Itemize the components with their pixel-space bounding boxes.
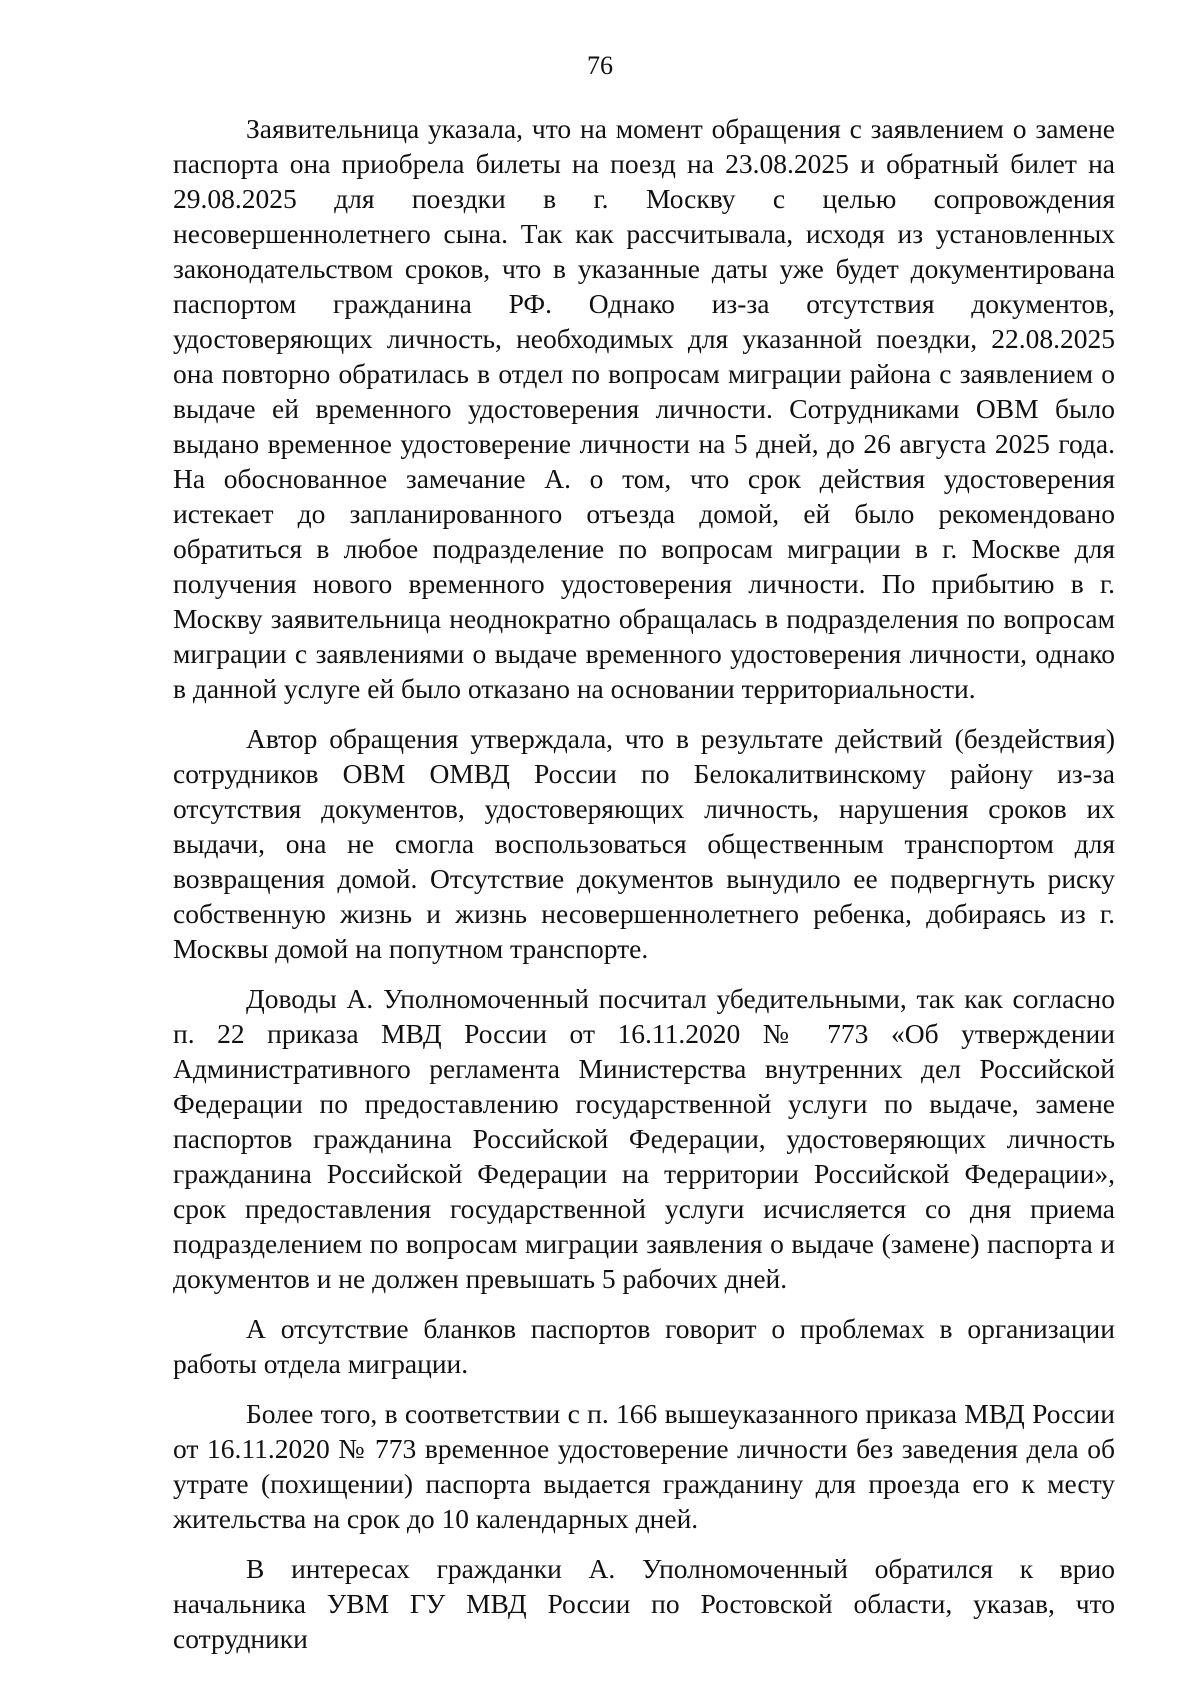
paragraph-4: А отсутствие бланков паспортов говорит о проблемах в организации работы отдела миграции.: [173, 1313, 1115, 1379]
paragraph-2: Автор обращения утверждала, что в результате действий (бездействия) сотрудников ОВМ ОМВД России по Белокалитвинскому району из-за отсутствия документов, удостоверяющих личность, нарушения сроков их выдачи, она не смогла воспользоваться общественным транспортом для возвращения домой. Отсутствие документов вынудило ее подвергнуть риску собственную жизнь и жизнь несовершеннолетнего ребенка, добираясь из г. Москвы домой на попутном транспорте.: [173, 723, 1115, 964]
document-body: [173, 111, 1115, 1671]
paragraph-5: Более того, в соответствии с п. 166 вышеуказанного приказа МВД России от 16.11.2020 № 773 временное удостоверение личности без заведения дела об утрате (похищении) паспорта выдается гражданину для проезда его к месту жительства на срок до 10 календарных дней.: [173, 1398, 1115, 1534]
paragraph-3: Доводы А. Уполномоченный посчитал убедительными, так как согласно п. 22 приказа МВД России от 16.11.2020 № 773 «Об утверждении Административного регламента Министерства внутренних дел Российской Федерации по предоставлению государственной услуги по выдаче, замене паспортов гражданина Российской Федерации, удостоверяющих личность гражданина Российской Федерации на территории Российской Федерации», срок предоставления государственной услуги исчисляется со дня приема подразделением по вопросам миграции заявления о выдаче (замене) паспорта и документов и не должен превышать 5 рабочих дней.: [173, 983, 1115, 1294]
paragraph-1: Заявительница указала, что на момент обращения с заявлением о замене паспорта она приобрела билеты на поезд на 23.08.2025 и обратный билет на 29.08.2025 для поездки в г. Москву с целью сопровождения несовершеннолетнего сына. Так как рассчитывала, исходя из установленных законодательством сроков, что в указанные даты уже будет документирована паспортом гражданина РФ. Однако из-за отсутствия документов, удостоверяющих личность, необходимых для указанной поездки, 22.08.2025 она повторно обратилась в отдел по вопросам миграции района с заявлением о выдаче ей временного удостоверения личности. Сотрудниками ОВМ было выдано временное удостоверение личности на 5 дней, до 26 августа 2025 года. На обоснованное замечание А. о том, что срок действия удостоверения истекает до запланированного отъезда домой, ей было рекомендовано обратиться в любое подразделение по вопросам миграции в г. Москве для получения нового временного удостоверения личности. По прибытию в г. Москву заявительница неоднократно обращалась в подразделения по вопросам миграции с заявлениями о выдаче временного удостоверения личности, однако в данной услуге ей было отказано на основании территориальности.: [173, 113, 1115, 704]
page-number: 76: [587, 51, 613, 80]
paragraph-6: В интересах гражданки А. Уполномоченный обратился к врио начальника УВМ ГУ МВД России по Ростовской области, указав, что сотрудники: [173, 1553, 1115, 1654]
